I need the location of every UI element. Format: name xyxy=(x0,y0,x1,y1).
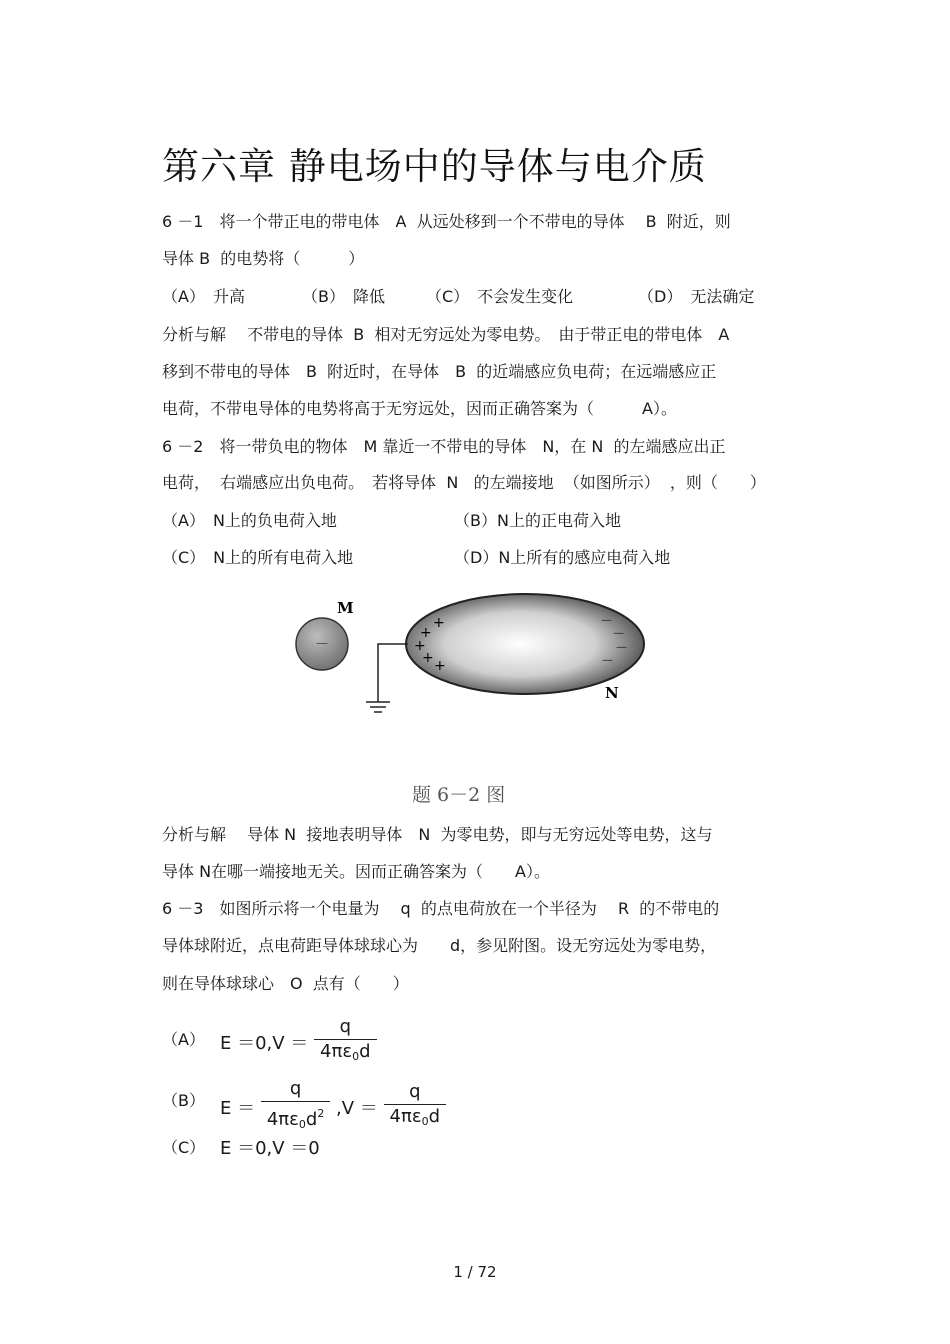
minus-charge: － xyxy=(615,641,629,656)
q3-line-1: 6 －3 如图所示将一个电量为 q 的点电荷放在一个半径为 R 的不带电的 xyxy=(162,899,720,918)
q2-option-c: （C） N上的所有电荷入地 xyxy=(162,548,354,567)
q2-line-1: 6 －2 将一带负电的物体 M 靠近一不带电的导体 N，在 N 的左端感应出正 xyxy=(162,437,726,456)
minus-charge: － xyxy=(600,614,614,629)
label-m: M xyxy=(337,599,354,617)
q2-option-b: （B）N上的正电荷入地 xyxy=(454,511,621,530)
q3-line-3: 则在导体球球心 O 点有（ ） xyxy=(162,974,409,993)
numerator: q xyxy=(261,1077,330,1102)
formula-lhs: E ＝0,V ＝ xyxy=(220,1033,309,1054)
q1-line-1: 6 －1 将一个带正电的带电体 A 从远处移到一个不带电的导体 B 附近，则 xyxy=(162,212,731,231)
plus-charge: + xyxy=(420,625,432,641)
q2-option-a: （A） N上的负电荷入地 xyxy=(162,511,337,530)
minus-charge: － xyxy=(612,627,626,642)
q1-option-b: （B） 降低 xyxy=(302,287,385,306)
denominator: $4\pi\varepsilon_0d^2$ xyxy=(266,1107,325,1131)
q2-analysis-1: 分析与解 导体 N 接地表明导体 N 为零电势，即与无穷远处等电势，这与 xyxy=(162,825,713,844)
q1-option-a: （A） 升高 xyxy=(162,287,245,306)
label-n: N xyxy=(605,684,619,702)
figure-6-2 xyxy=(285,592,655,736)
figure-caption: 题 6－2 图 xyxy=(412,784,506,806)
q3-option-c-formula: E ＝0,V ＝0 xyxy=(220,1138,320,1159)
q3-option-c-label: （C） xyxy=(162,1138,206,1157)
q3-option-a-label: （A） xyxy=(162,1030,205,1049)
conductor-n xyxy=(406,594,644,694)
chapter-title: 第六章 静电场中的导体与电介质 xyxy=(162,145,707,188)
page-number: 1 / 72 xyxy=(453,1263,497,1281)
fraction xyxy=(314,1015,376,1069)
q1-analysis-1: 分析与解 不带电的导体 B 相对无穷远处为零电势。 由于带正电的带电体 A xyxy=(162,325,730,344)
q2-analysis-2: 导体 N在哪一端接地无关。因而正确答案为（ A）。 xyxy=(162,862,551,881)
plus-charge: + xyxy=(422,650,434,666)
ground-wire xyxy=(378,644,408,702)
fraction xyxy=(261,1077,330,1137)
q3-line-2: 导体球附近，点电荷距导体球球心为 d，参见附图。设无穷远处为零电势， xyxy=(162,936,717,955)
formula-lhs: E ＝ xyxy=(220,1098,256,1119)
q3-option-a-formula xyxy=(220,1015,377,1069)
q2-line-2: 电荷， 右端感应出负电荷。 若将导体 N 的左端接地 （如图所示） ，则（ ） xyxy=(162,473,766,492)
minus-charge: － xyxy=(601,654,615,669)
q1-analysis-2: 移到不带电的导体 B 附近时，在导体 B 的近端感应负电荷；在远端感应正 xyxy=(162,362,717,381)
q1-option-d: （D） 无法确定 xyxy=(638,287,755,306)
q3-option-b-formula xyxy=(220,1077,446,1137)
formula-mid: ,V ＝ xyxy=(336,1098,378,1119)
q2-option-d: （D）N上所有的感应电荷入地 xyxy=(454,548,671,567)
numerator: q xyxy=(314,1015,376,1040)
conductor-diagram xyxy=(285,592,655,732)
fraction xyxy=(384,1080,446,1134)
denominator: $4\pi\varepsilon_0d$ xyxy=(389,1106,441,1128)
numerator: q xyxy=(384,1080,446,1105)
plus-charge: + xyxy=(414,638,426,654)
sphere-m-charge: － xyxy=(315,637,329,653)
q1-line-2: 导体 B 的电势将（ ） xyxy=(162,249,365,268)
denominator: $4\pi\varepsilon_0d$ xyxy=(320,1041,371,1063)
plus-charge: + xyxy=(434,658,446,674)
q3-option-b-label: （B） xyxy=(162,1091,205,1110)
q1-option-c: （C） 不会发生变化 xyxy=(426,287,574,306)
plus-charge: + xyxy=(433,615,445,631)
q1-analysis-3: 电荷，不带电导体的电势将高于无穷远处，因而正确答案为（ A）。 xyxy=(162,399,677,418)
